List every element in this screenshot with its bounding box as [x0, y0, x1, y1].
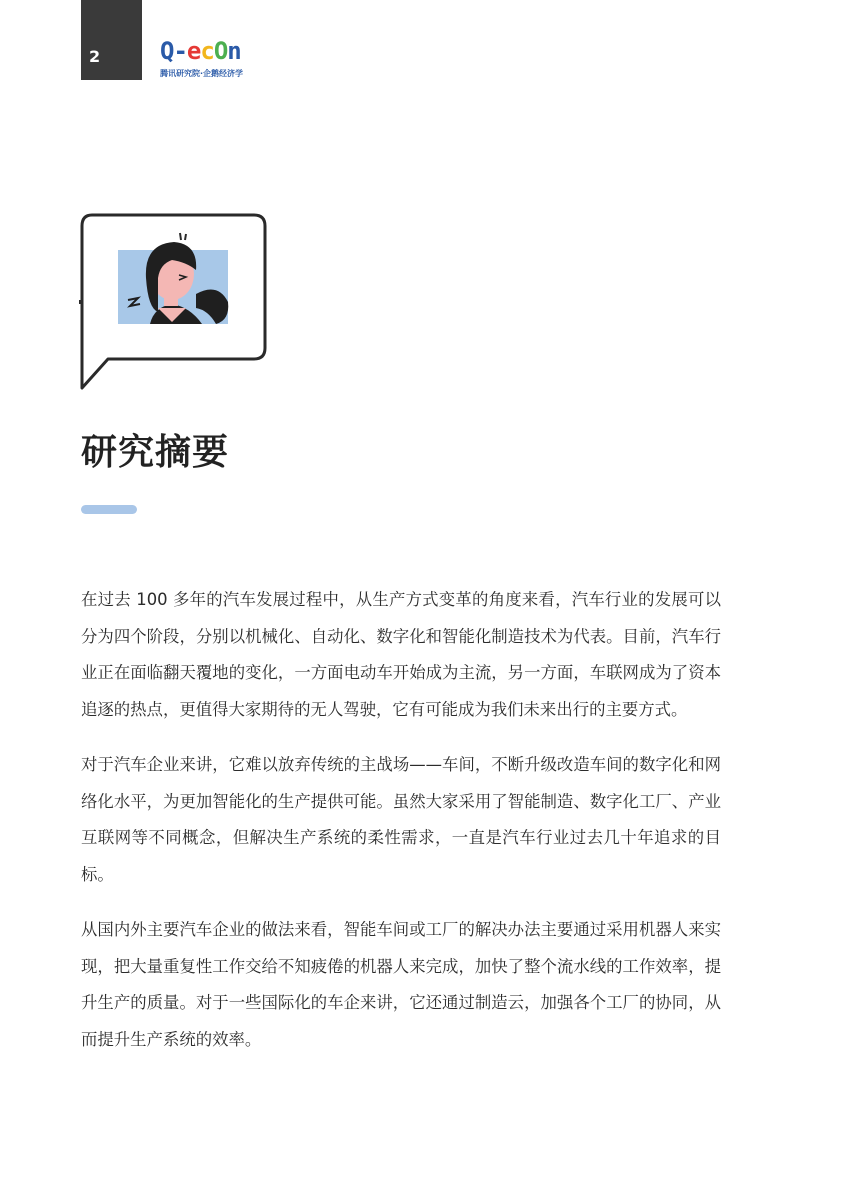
section-title: 研究摘要 [81, 432, 230, 473]
logo-letter: c [200, 37, 214, 65]
page-number: 2 [89, 47, 101, 66]
page-number-tab [81, 0, 142, 80]
title-accent-bar [81, 505, 137, 514]
logo-subtitle: 腾讯研究院·企鹅经济学 [160, 69, 244, 78]
speech-bubble-woman-portrait-icon [78, 212, 268, 392]
body-text [81, 582, 721, 1077]
logo-letter: n [227, 37, 241, 65]
logo [160, 36, 260, 86]
logo-letter: - [173, 37, 187, 65]
logo-letter: O [213, 37, 228, 65]
logo-mark [160, 36, 260, 66]
paragraph: 从国内外主要汽车企业的做法来看，智能车间或工厂的解决办法主要通过采用机器人来实现，把大量重复性工作交给不知疲倦的机器人来完成，加快了整个流水线的工作效率，提升生产的质量。对于一些国际化的车企来讲，它还通过制造云，加强各个工厂的协同，从而提升生产系统的效率。 [81, 920, 721, 1049]
speech-bubble-svg [78, 212, 268, 392]
paragraph: 对于汽车企业来讲，它难以放弃传统的主战场——车间，不断升级改造车间的数字化和网络化水平，为更加智能化的生产提供可能。虽然大家采用了智能制造、数字化工厂、产业互联网等不同概念，但解决生产系统的柔性需求，一直是汽车行业过去几十年追求的目标。 [81, 755, 721, 884]
paragraph: 在过去 100 多年的汽车发展过程中，从生产方式变革的角度来看，汽车行业的发展可以分为四个阶段，分别以机械化、自动化、数字化和智能化制造技术为代表。目前，汽车行业正在面临翻天覆地的变化，一方面电动车开始成为主流，另一方面，车联网成为了资本追逐的热点，更值得大家期待的无人驾驶，它有可能成为我们未来出行的主要方式。 [81, 590, 721, 719]
logo-letter: Q [160, 37, 174, 65]
logo-letter: e [186, 37, 201, 65]
